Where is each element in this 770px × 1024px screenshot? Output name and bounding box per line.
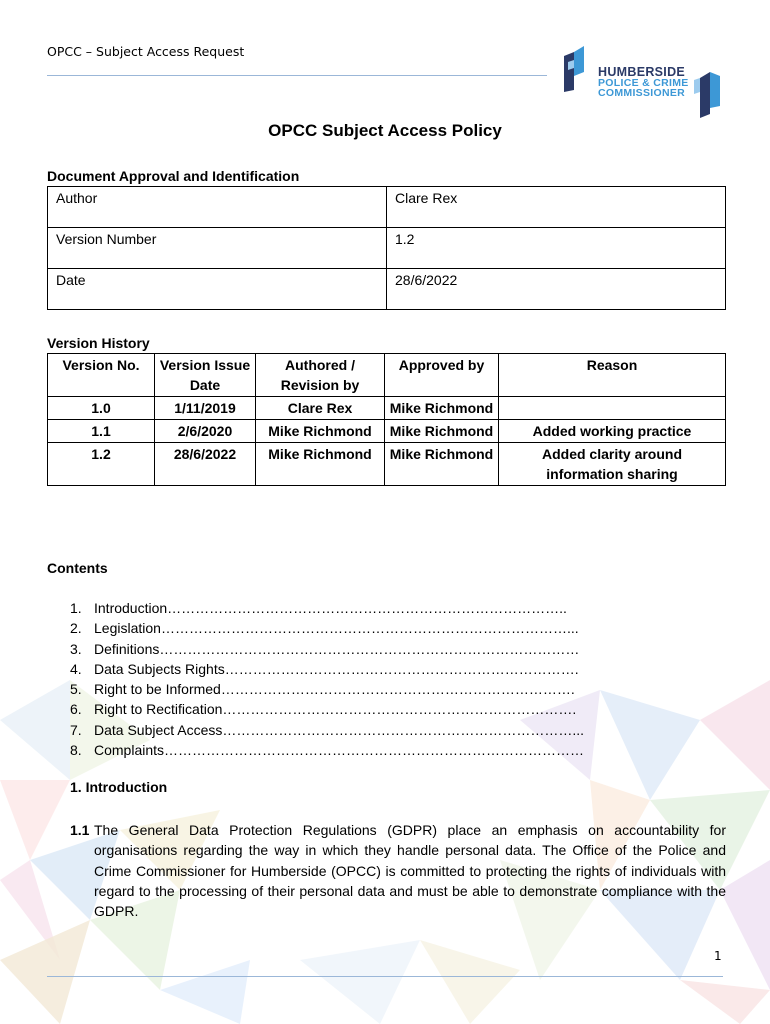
toc-item[interactable] bbox=[70, 699, 584, 719]
toc-label: Definitions……………………………………………………………………………… bbox=[94, 640, 580, 657]
table-row bbox=[48, 228, 726, 269]
approval-heading: Document Approval and Identification bbox=[47, 168, 300, 184]
document-title: OPCC Subject Access Policy bbox=[268, 121, 502, 140]
paragraph-text: The General Data Protection Regulations (GDPR) place an emphasis on accountability for organisations regarding the way in which they handle personal data. The Office of the Police and Crime Commissioner for Humberside (OPCC) is committed to protecting the rights of individuals with regard to the processing of their personal data and must be able to demonstrate compliance with the GDPR. bbox=[94, 822, 726, 920]
toc-number: 8. bbox=[70, 742, 82, 759]
table-cell: 28/6/2022 bbox=[155, 443, 256, 486]
logo-line-2: POLICE & CRIME bbox=[598, 76, 689, 89]
table-header-row bbox=[48, 354, 726, 397]
version-history-heading: Version History bbox=[47, 335, 150, 351]
table-row bbox=[48, 187, 726, 228]
toc-label: Data Subjects Rights…………………………………………………………………. bbox=[94, 660, 579, 677]
toc-label: Legislation……………………………………………………………………………... bbox=[94, 620, 579, 637]
approval-value: 28/6/2022 bbox=[387, 269, 726, 310]
page-number: 1 bbox=[714, 949, 722, 963]
footer-divider bbox=[47, 976, 723, 977]
approval-value: 1.2 bbox=[387, 228, 726, 269]
column-header: Approved by bbox=[385, 354, 499, 397]
toc-number: 6. bbox=[70, 701, 82, 718]
column-header: Version No. bbox=[48, 354, 155, 397]
header-divider bbox=[47, 75, 547, 76]
introduction-heading: 1. Introduction bbox=[70, 779, 168, 795]
toc-number: 7. bbox=[70, 721, 82, 738]
introduction-paragraph bbox=[70, 820, 726, 921]
version-history-table bbox=[47, 353, 726, 486]
toc-item[interactable] bbox=[70, 598, 584, 618]
table-cell: 2/6/2020 bbox=[155, 420, 256, 443]
table-cell: Mike Richmond bbox=[385, 397, 499, 420]
approval-label: Date bbox=[48, 269, 387, 310]
table-cell: Mike Richmond bbox=[385, 420, 499, 443]
logo-line-3: COMMISSIONER bbox=[598, 87, 686, 99]
approval-table bbox=[47, 186, 726, 310]
table-cell: 1.2 bbox=[48, 443, 155, 486]
toc-item[interactable] bbox=[70, 740, 584, 760]
toc-item[interactable] bbox=[70, 679, 584, 699]
table-cell: 1.0 bbox=[48, 397, 155, 420]
toc-label: Data Subject Access…………………………………………………………………... bbox=[94, 721, 585, 738]
toc-number: 4. bbox=[70, 660, 82, 677]
column-header: Reason bbox=[499, 354, 726, 397]
contents-heading: Contents bbox=[47, 560, 108, 576]
toc-label: Complaints……………………………………………………………………………… bbox=[94, 742, 585, 759]
table-cell bbox=[499, 397, 726, 420]
table-cell: Added working practice bbox=[499, 420, 726, 443]
toc-number: 3. bbox=[70, 640, 82, 657]
table-cell: Mike Richmond bbox=[256, 443, 385, 486]
paragraph-number: 1.1 bbox=[70, 822, 90, 838]
logo-line-1: HUMBERSIDE bbox=[598, 65, 686, 79]
toc-item[interactable] bbox=[70, 618, 584, 638]
approval-label: Version Number bbox=[48, 228, 387, 269]
table-row bbox=[48, 420, 726, 443]
table-cell: Mike Richmond bbox=[385, 443, 499, 486]
document-header-label: OPCC – Subject Access Request bbox=[47, 44, 245, 59]
table-row bbox=[48, 397, 726, 420]
approval-label: Author bbox=[48, 187, 387, 228]
column-header: Authored / Revision by bbox=[256, 354, 385, 397]
table-cell: Added clarity around information sharing bbox=[499, 443, 726, 486]
approval-value: Clare Rex bbox=[387, 187, 726, 228]
table-of-contents bbox=[70, 598, 584, 760]
table-cell: Mike Richmond bbox=[256, 420, 385, 443]
table-row bbox=[48, 443, 726, 486]
toc-label: Right to Rectification…………………………………………………………………. bbox=[94, 701, 577, 718]
toc-item[interactable] bbox=[70, 659, 584, 679]
toc-number: 2. bbox=[70, 620, 82, 637]
toc-item[interactable] bbox=[70, 639, 584, 659]
toc-item[interactable] bbox=[70, 720, 584, 740]
table-cell: Clare Rex bbox=[256, 397, 385, 420]
toc-label: Right to be Informed…………………………………………………………………. bbox=[94, 681, 575, 698]
table-cell: 1.1 bbox=[48, 420, 155, 443]
toc-label: Introduction………………………………………………………………………….. bbox=[94, 600, 567, 616]
toc-number: 1. bbox=[70, 600, 82, 616]
toc-number: 5. bbox=[70, 681, 82, 698]
table-row bbox=[48, 269, 726, 310]
humberside-pcc-logo bbox=[560, 42, 740, 122]
column-header: Version Issue Date bbox=[155, 354, 256, 397]
table-cell: 1/11/2019 bbox=[155, 397, 256, 420]
